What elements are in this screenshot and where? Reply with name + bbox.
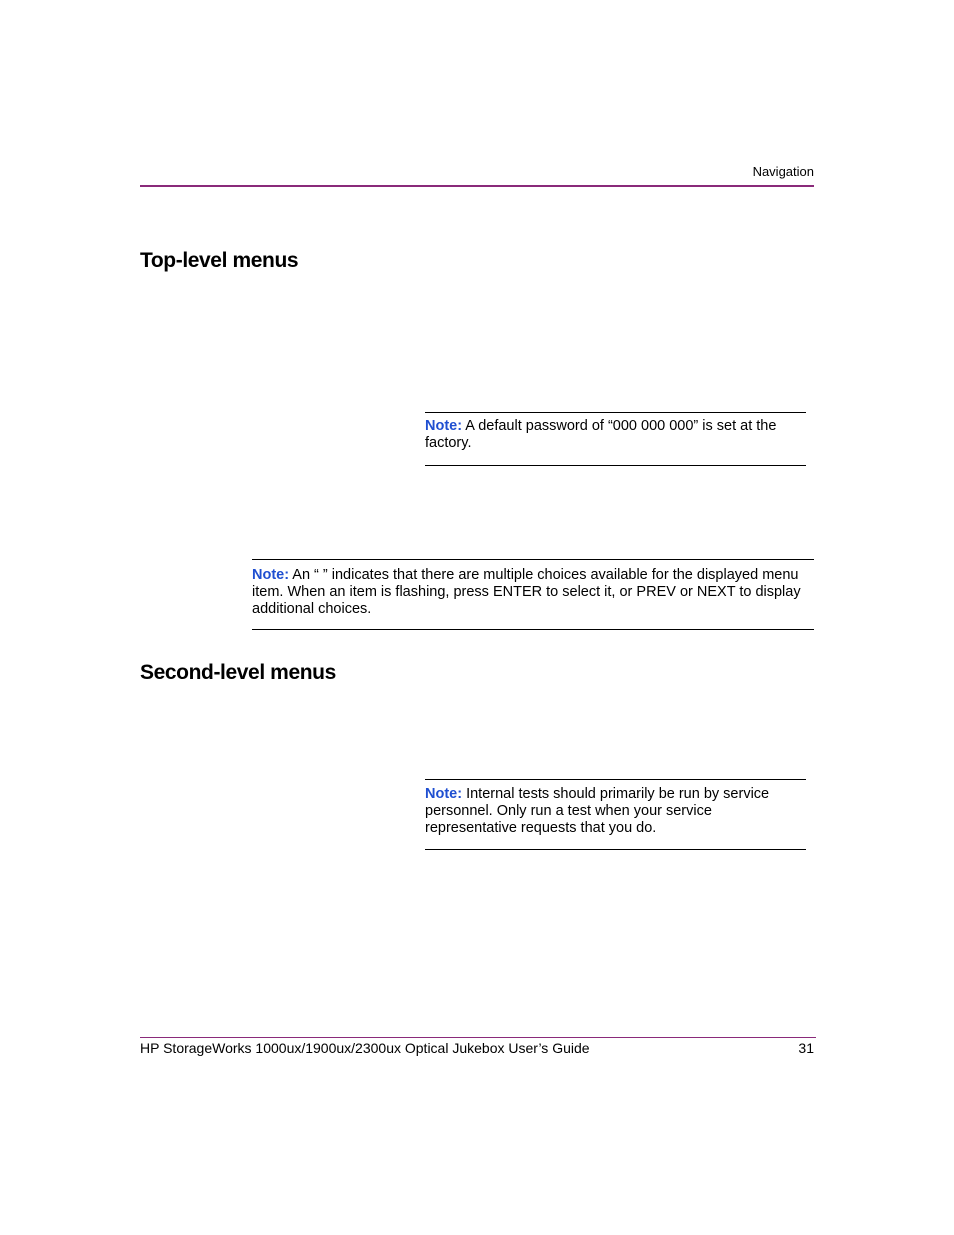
note-multiple-choices bbox=[252, 559, 814, 630]
note-label: Note: bbox=[425, 786, 463, 802]
note-label: Note: bbox=[425, 418, 463, 434]
note-internal-tests bbox=[425, 779, 806, 850]
footer-rule bbox=[140, 1037, 816, 1038]
note-label: Note: bbox=[252, 567, 290, 583]
page-number: 31 bbox=[798, 1040, 814, 1056]
key-next: NEXT bbox=[696, 584, 736, 600]
header-rule bbox=[140, 185, 814, 187]
key-enter: ENTER bbox=[492, 584, 543, 600]
note-text: to display additional choices. bbox=[252, 584, 801, 617]
running-header: Navigation bbox=[752, 164, 814, 179]
note-text: An “ ” indicates that there are multiple choices available for the displayed menu item. When an item is flashing, press bbox=[252, 567, 799, 600]
footer-title: HP StorageWorks 1000ux/1900ux/2300ux Optical Jukebox User’s Guide bbox=[140, 1040, 590, 1056]
heading-top-level-menus: Top-level menus bbox=[140, 249, 299, 272]
note-text: or bbox=[675, 584, 697, 600]
note-text: to select it, or bbox=[542, 584, 637, 600]
note-text: A default password of “000 000 000” is set at the factory. bbox=[425, 418, 777, 451]
heading-second-level-menus: Second-level menus bbox=[140, 661, 336, 684]
note-default-password bbox=[425, 412, 806, 466]
key-prev: PREV bbox=[636, 584, 676, 600]
note-text: Internal tests should primarily be run by service personnel. Only run a test when your service representative requests that you do. bbox=[425, 786, 770, 836]
